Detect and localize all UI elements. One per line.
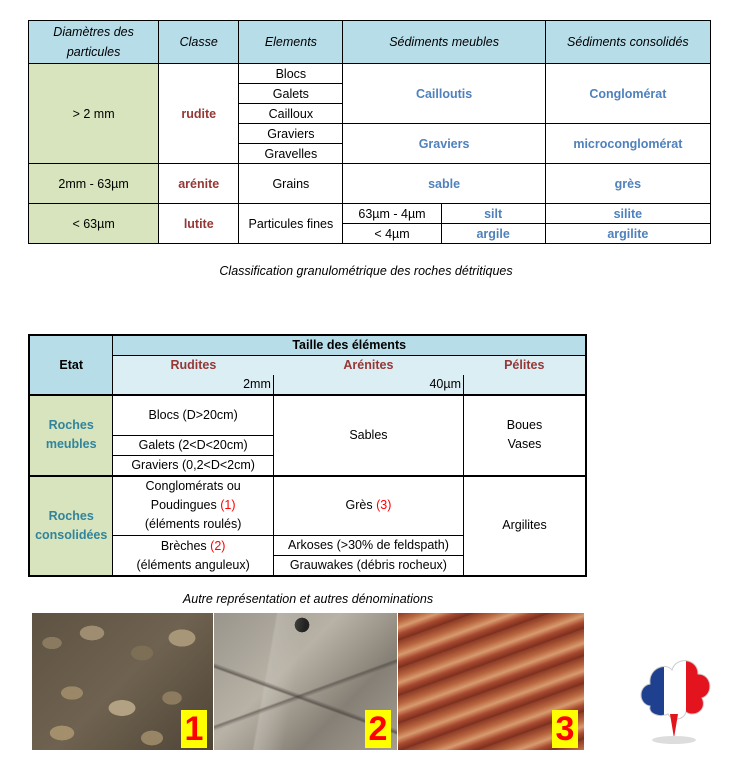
meubles-graviers: Graviers [343,124,545,164]
meubles-graviers: Graviers (0,2<D<2cm) [113,455,273,476]
etat-meubles-line1: Roches [48,418,94,433]
header-sediments-consolides: Sédiments consolidés [545,21,710,64]
col-rudites: Rudites [113,356,273,376]
element-blocs: Blocs [239,64,343,84]
element-galets: Galets [239,84,343,104]
header-classe: Classe [159,21,239,64]
classe-arenite: arénite [159,164,239,204]
diameter-rudite: > 2 mm [29,64,159,164]
consolidees-argilites: Argilites [464,476,587,577]
pelites-vases: Vases [507,437,542,452]
classe-lutite: lutite [159,204,239,244]
limit-40um: 40µm [273,375,463,395]
breches-label: Brèches [160,538,207,553]
limit-empty [464,375,587,395]
consolidees-arkoses-grauwakes [273,536,463,577]
gres-ref-number: (3) [376,498,392,513]
photo-badge-1: 1 [181,710,207,748]
conglo-poudingues: Poudingues [150,498,217,513]
conglo-line2 [113,496,272,515]
element-grains: Grains [239,164,343,204]
header-taille: Taille des éléments [113,335,586,356]
consolides-argilite: argilite [545,224,710,244]
table1-header-row [29,21,711,64]
diameter-arenite: 2mm - 63µm [29,164,159,204]
col-arenites: Arénites [343,358,394,372]
granulometric-table [28,20,711,244]
consolides-conglomerat: Conglomérat [545,64,710,124]
header-sediments-meubles: Sédiments meubles [343,21,545,64]
element-graviers: Graviers [239,124,343,144]
meubles-galets: Galets (2<D<20cm) [113,435,273,455]
rock-states-table [28,334,587,577]
meubles-sable: sable [343,164,545,204]
conglo-ref-number: (1) [220,498,236,513]
element-gravelles: Gravelles [239,144,343,164]
consolidees-breches [113,536,273,577]
element-particules-fines: Particules fines [239,204,343,244]
consolides-microconglomerat: microconglomérat [545,124,710,164]
header-elements: Elements [239,21,343,64]
classe-rudite: rudite [159,64,239,164]
french-flag-cloud-logo [636,648,714,748]
sandstone-rock-photo [398,613,584,750]
meubles-sables: Sables [273,395,463,476]
header-diameter: Diamètres des particules [29,21,159,64]
conglomerate-rock-photo [32,613,213,750]
meubles-boues-vases [464,395,587,476]
diameter-lutite: < 63µm [29,204,159,244]
etat-meubles [29,395,113,476]
range-silt: 63µm - 4µm [343,204,441,224]
breccia-rock-photo [214,613,397,750]
breches-line2: (éléments anguleux) [136,557,250,572]
meubles-cailloutis: Cailloutis [343,64,545,124]
meubles-blocs: Blocs (D>20cm) [113,395,273,435]
photo-badge-2: 2 [365,710,391,748]
consolidees-conglomerats [113,476,273,536]
range-argile: < 4µm [343,224,441,244]
etat-consolidees-line2: consolidées [35,527,108,542]
gres-label: Grès [345,498,373,513]
consolides-silite: silite [545,204,710,224]
caption-autre-representation: Autre représentation et autres dénominations [182,592,434,606]
caption-classification: Classification granulométrique des roches détritiques [219,264,513,278]
photo-badge-3: 3 [552,710,578,748]
grauwakes: Grauwakes (débris rocheux) [289,558,447,572]
pelites-boues: Boues [506,418,543,433]
consolides-gres: grès [545,164,710,204]
consolidees-gres [273,476,463,536]
meubles-argile: argile [441,224,545,244]
conglo-line3: (éléments roulés) [144,517,242,532]
arkoses: Arkoses (>30% de feldspath) [274,536,463,556]
col-pelites: Pélites [464,356,587,376]
etat-meubles-line2: meubles [45,437,97,452]
header-etat: Etat [29,335,113,395]
conglo-line1: Conglomérats ou [145,479,241,494]
limit-2mm: 2mm [113,375,273,395]
meubles-silt: silt [441,204,545,224]
breches-ref-number: (2) [210,538,226,553]
etat-consolidees [29,476,113,577]
breches-line1 [113,537,272,556]
etat-consolidees-line1: Roches [48,508,94,523]
element-cailloux: Cailloux [239,104,343,124]
